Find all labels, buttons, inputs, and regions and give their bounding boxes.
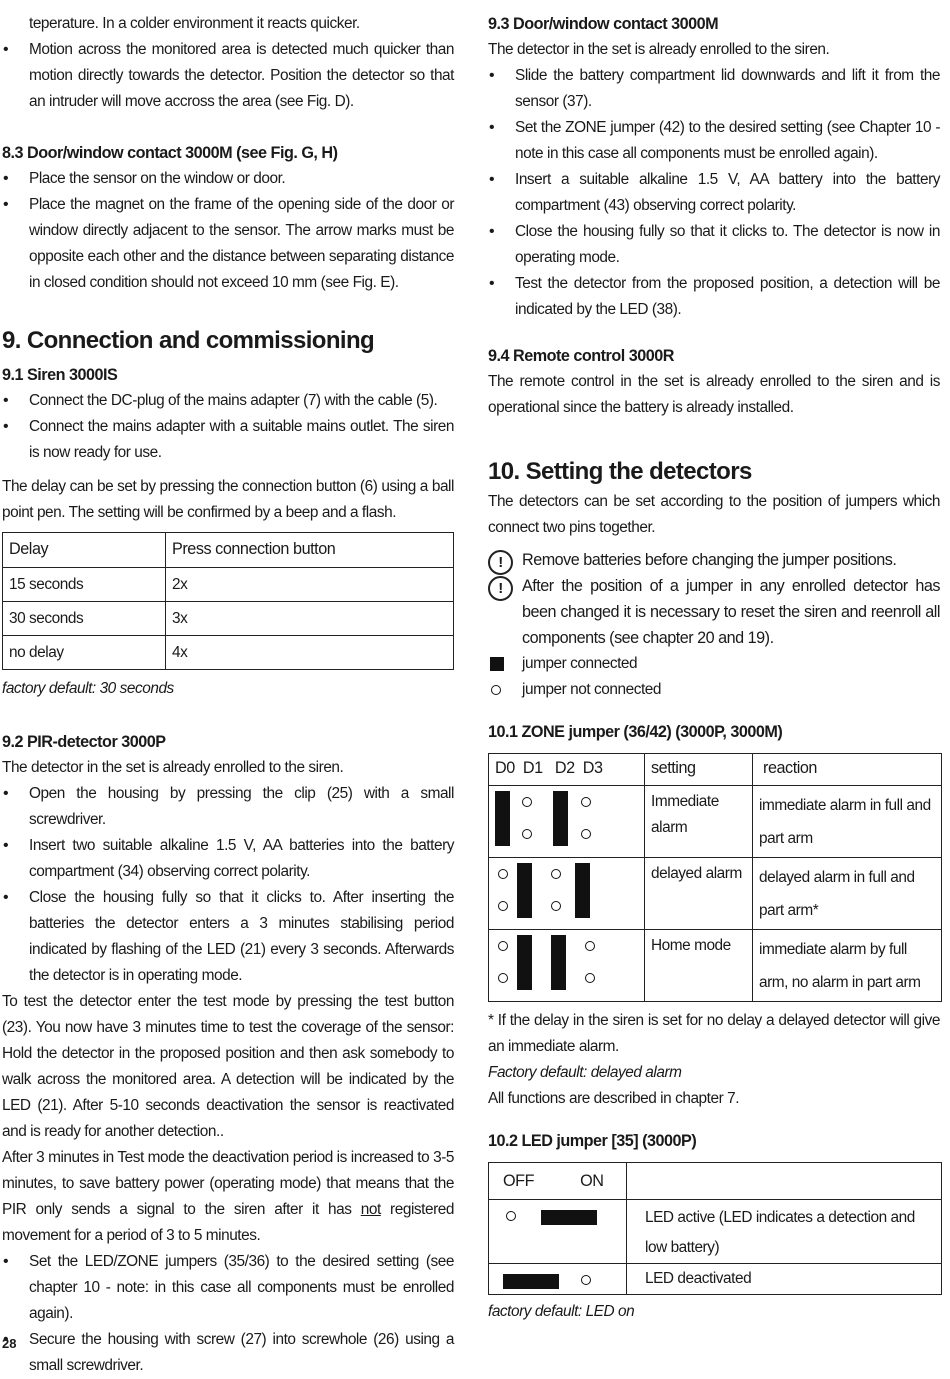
list-item: • Set the LED/ZONE jumpers (35/36) to the desired setting (see chapter 10 - note: in this case all components must be enrolled again).	[2, 1249, 454, 1327]
pin-icon	[581, 797, 591, 807]
contact-intro: The detector in the set is already enrolled to the siren.	[488, 41, 830, 58]
table-cell: delayed alarm	[645, 858, 753, 930]
list-item: • Connect the mains adapter with a suitable mains outlet. The siren is now ready for use.	[2, 414, 454, 466]
factory-default-note: Factory default: delayed alarm	[488, 1064, 682, 1081]
filled-square-icon	[490, 657, 504, 671]
pin-icon	[581, 1275, 591, 1285]
table-cell: LED deactivated	[627, 1264, 942, 1295]
jumper-diagram-delayed	[489, 858, 645, 930]
table-header: Delay	[3, 533, 166, 568]
led-jumper-deactivated	[489, 1264, 627, 1295]
list-item: • Close the housing fully so that it clicks to. The detector is now in operating mode.	[488, 219, 940, 271]
list-item: • Close the housing fully so that it clicks to. After inserting the batteries the detector enters a 3 minutes stabilising period indicated by flashing of the LED (21) every 3 seconds. Afterwards the detector is in operating mode.	[2, 885, 454, 989]
factory-default-note: factory default: LED on	[488, 1303, 635, 1320]
table-header-row	[3, 533, 454, 568]
table-cell: 15 seconds	[3, 568, 166, 602]
list-item: • Insert two suitable alkaline 1.5 V, AA batteries into the battery compartment (34) observing correct polarity.	[2, 833, 454, 885]
off-label: OFF	[503, 1172, 535, 1190]
pin-icon	[498, 901, 508, 911]
jumper-block	[517, 935, 532, 990]
table-header: reaction	[753, 754, 942, 786]
list-item: • Slide the battery compartment lid downwards and lift it from the sensor (37).	[488, 63, 940, 115]
text-span: After 3 minutes in Test mode the deactivation period is increased to 3-5 minutes, to save battery power (operating mode) that means that the PIR only sends a signal to the siren after it has	[2, 1149, 454, 1218]
on-label: ON	[580, 1172, 604, 1190]
section-heading-9-3: 9.3 Door/window contact 3000M	[488, 15, 719, 33]
section-heading-8-3: 8.3 Door/window contact 3000M (see Fig. G, H)	[2, 144, 338, 162]
list-item: • Place the sensor on the window or door.	[2, 166, 454, 192]
table-row	[489, 930, 942, 1002]
table-header	[489, 1163, 627, 1200]
pin-icon	[498, 973, 508, 983]
section-heading-10-1: 10.1 ZONE jumper (36/42) (3000P, 3000M)	[488, 723, 783, 741]
legend-not-connected	[488, 677, 940, 703]
table-header	[627, 1163, 942, 1200]
pir-intro: The detector in the set is already enrolled to the siren.	[2, 759, 344, 776]
table-cell: LED active (LED indicates a detection and low battery)	[627, 1200, 942, 1264]
list-item: • Open the housing by pressing the clip (25) with a small screwdriver.	[2, 781, 454, 833]
list-item: • Insert a suitable alkaline 1.5 V, AA battery into the battery compartment (43) observing correct polarity.	[488, 167, 940, 219]
legend-label: jumper connected	[522, 655, 638, 672]
pin-icon	[498, 869, 508, 879]
jumper-block	[541, 1210, 597, 1225]
table-row	[3, 636, 454, 670]
open-circle-icon	[491, 685, 501, 695]
pin-icon	[581, 829, 591, 839]
warning-text: Remove batteries before changing the jumper positions.	[522, 551, 897, 569]
list-item: • Connect the DC-plug of the mains adapter (7) with the cable (5).	[2, 388, 454, 414]
functions-note: All functions are described in chapter 7.	[488, 1090, 740, 1107]
jumper-block	[517, 863, 532, 918]
detectors-paragraph: The detectors can be set according to the position of jumpers which connect two pins together.	[488, 493, 940, 536]
warning-icon: !	[488, 550, 513, 575]
table-header-row	[489, 1163, 942, 1200]
test-mode-paragraph: To test the detector enter the test mode by pressing the test button (23). You now have 3 minutes time to test the coverage of the sensor: Hold the detector in the proposed position and then ask somebody to walk across the monitored area. A detection will be indicated by the LED (21). After 5-10 seconds deactivation the sensor is reactivated and is ready for another detection..	[2, 993, 454, 1140]
table-row	[489, 786, 942, 858]
table-cell: delayed alarm in full and part arm*	[753, 858, 942, 930]
underlined-word: not	[360, 1201, 381, 1218]
table-header: D0 D1 D2 D3	[489, 754, 645, 786]
table-header: Press connection button	[166, 533, 454, 568]
table-row	[489, 858, 942, 930]
table-row	[3, 568, 454, 602]
warning-item	[488, 547, 940, 573]
pin-icon	[585, 941, 595, 951]
pin-icon	[551, 901, 561, 911]
footnote: * If the delay in the siren is set for no delay a delayed detector will give an immediate alarm.	[488, 1012, 940, 1055]
table-row	[489, 1264, 942, 1295]
jumper-diagram-immediate	[489, 786, 645, 858]
legend-connected	[488, 651, 940, 677]
table-cell: 30 seconds	[3, 602, 166, 636]
intro-line: teperature. In a colder environment it reacts quicker.	[29, 15, 360, 32]
pin-icon	[498, 941, 508, 951]
right-column	[488, 0, 940, 1325]
pin-icon	[551, 869, 561, 879]
left-column	[2, 0, 454, 1379]
table-cell: immediate alarm by full arm, no alarm in part arm	[753, 930, 942, 1002]
jumper-block	[503, 1274, 559, 1289]
warning-text: After the position of a jumper in any enrolled detector has been changed it is necessary to reset the siren and reenroll all components (see chapter 20 and 19).	[522, 577, 940, 647]
section-heading-9-4: 9.4 Remote control 3000R	[488, 347, 674, 365]
table-header-row	[489, 754, 942, 786]
delay-paragraph: The delay can be set by pressing the connection button (6) using a ball point pen. The setting will be confirmed by a beep and a flash.	[2, 478, 454, 521]
section-heading-9-2: 9.2 PIR-detector 3000P	[2, 733, 166, 751]
led-jumper-active	[489, 1200, 627, 1264]
table-cell: 4x	[166, 636, 454, 670]
jumper-block	[575, 863, 590, 918]
section-heading-10-2: 10.2 LED jumper [35] (3000P)	[488, 1132, 697, 1150]
table-header: setting	[645, 754, 753, 786]
zone-jumper-table	[488, 753, 942, 1002]
section-heading-9-1: 9.1 Siren 3000IS	[2, 366, 118, 384]
table-cell: immediate alarm in full and part arm	[753, 786, 942, 858]
pin-icon	[585, 973, 595, 983]
jumper-block	[553, 791, 568, 846]
table-cell: Home mode	[645, 930, 753, 1002]
list-item: • Set the ZONE jumper (42) to the desired setting (see Chapter 10 - note in this case all components must be enrolled again).	[488, 115, 940, 167]
table-cell: 3x	[166, 602, 454, 636]
table-cell: Immediate alarm	[645, 786, 753, 858]
factory-default-note: factory default: 30 seconds	[2, 680, 174, 697]
jumper-block	[495, 791, 510, 846]
warning-item	[488, 573, 940, 651]
jumper-block	[551, 935, 566, 990]
deactivation-paragraph	[2, 1145, 454, 1249]
pin-icon	[506, 1211, 516, 1221]
text-span: registered movement for a period of 3 to 5 minutes.	[2, 1201, 454, 1244]
pin-icon	[522, 797, 532, 807]
list-item: • Motion across the monitored area is detected much quicker than motion directly towards the detector. Position the detector so that an intruder will move accross the area (see Fig. D).	[2, 37, 454, 115]
chapter-heading-10: 10. Setting the detectors	[488, 458, 752, 485]
table-cell: 2x	[166, 568, 454, 602]
page-number: 28	[2, 1336, 17, 1351]
table-cell: no delay	[3, 636, 166, 670]
table-row	[489, 1200, 942, 1264]
warning-icon: !	[488, 576, 513, 601]
list-item: • Place the magnet on the frame of the opening side of the door or window directly adjacent to the sensor. The arrow marks must be opposite each other and the distance between separating distance in closed condition should not exceed 10 mm (see Fig. E).	[2, 192, 454, 296]
jumper-diagram-home	[489, 930, 645, 1002]
legend-label: jumper not connected	[522, 681, 662, 698]
table-row	[3, 602, 454, 636]
list-item: • Test the detector from the proposed position, a detection will be indicated by the LED (38).	[488, 271, 940, 323]
chapter-heading-9: 9. Connection and commissioning	[2, 327, 375, 354]
pin-icon	[522, 829, 532, 839]
remote-paragraph: The remote control in the set is already enrolled to the siren and is operational since the battery is already installed.	[488, 373, 940, 416]
led-jumper-table	[488, 1162, 942, 1295]
list-item: • Secure the housing with screw (27) into screwhole (26) using a small screwdriver.	[2, 1327, 454, 1379]
delay-table	[2, 532, 454, 670]
